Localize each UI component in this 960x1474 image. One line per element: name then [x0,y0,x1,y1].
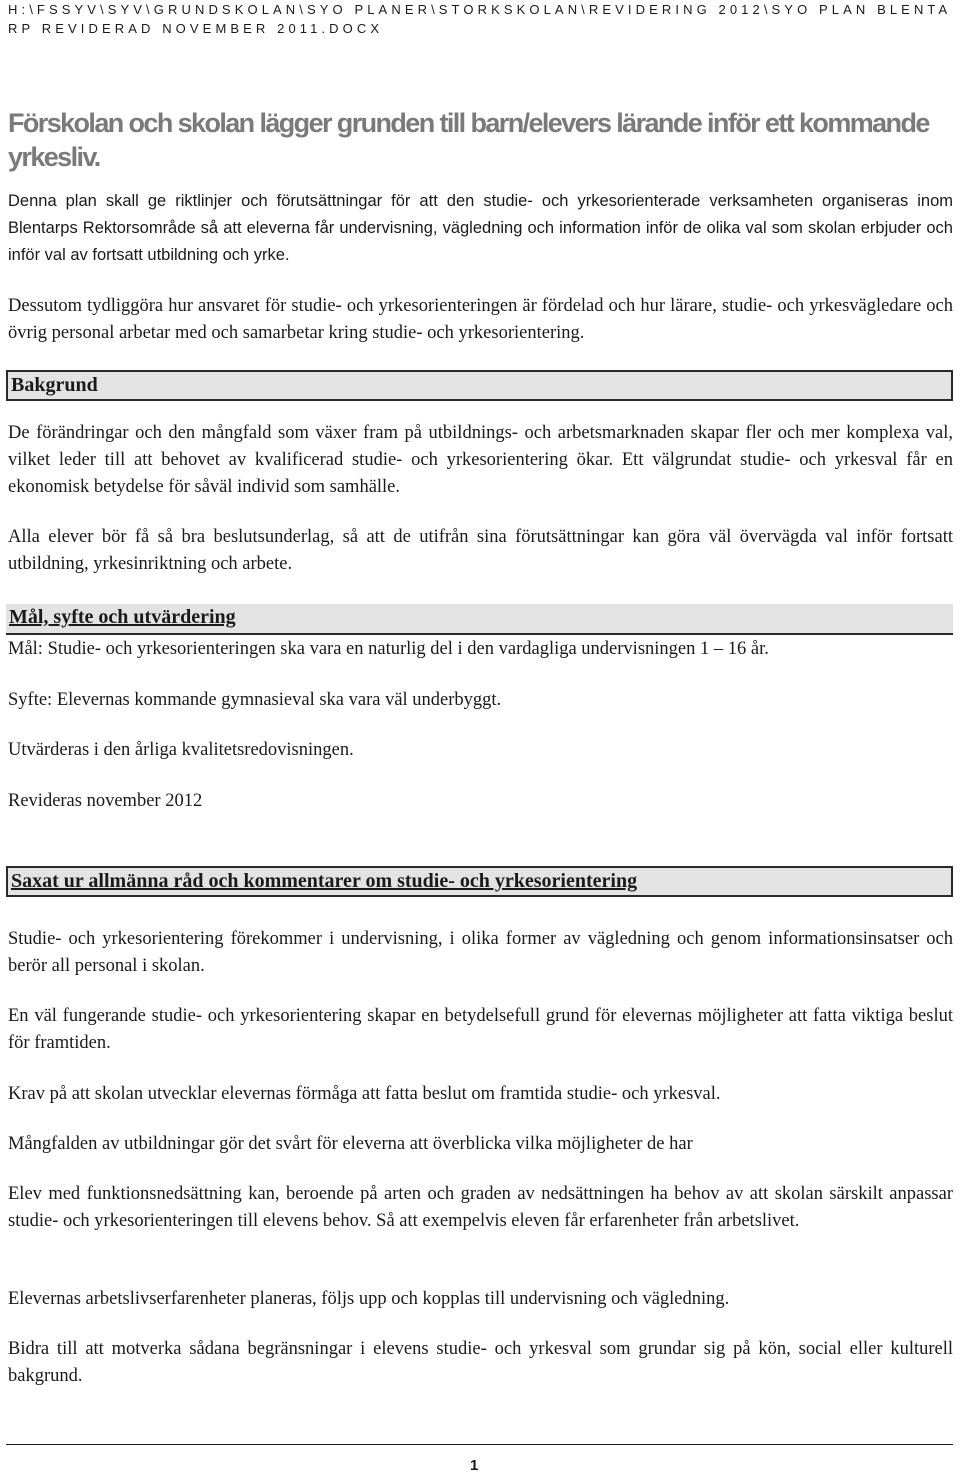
section-heading-bakgrund [6,370,953,401]
saxat-paragraph-5: Elev med funktionsnedsättning kan, beroende på arten och graden av nedsättningen ha behov av att skolan särskilt anpassar studie- och yrkesorienteringen till elevens behov. Så att exempelvis eleven får erfarenheter från arbetslivet. [8,1184,953,1231]
intro-paragraph-2: Dessutom tydliggöra hur ansvaret för studie- och yrkesorienteringen är fördelad och hur lärare, studie- och yrkesvägledare och övrig personal arbetar med och samarbetar kring studie- och yrkesorientering. [8,296,953,343]
document-title: Förskolan och skolan lägger grunden till barn/elevers lärande inför ett kommande yrkesliv. [8,108,929,172]
saxat-paragraph-7: Bidra till att motverka sådana begränsningar i elevens studie- och yrkesval som grundar sig på kön, social eller kulturell bakgrund. [8,1339,953,1386]
saxat-paragraph-4: Mångfalden av utbildningar gör det svårt för eleverna att överblicka vilka möjligheter de har [8,1134,693,1154]
syfte-paragraph: Syfte: Elevernas kommande gymnasieval ska vara väl underbyggt. [8,690,502,710]
saxat-paragraph-2: En väl fungerande studie- och yrkesorientering skapar en betydelsefull grund för elevernas möjligheter att fatta viktiga beslut för framtiden. [8,1006,953,1053]
section-heading-saxat [6,866,953,897]
page-number: 1 [470,1457,479,1474]
mal-paragraph: Mål: Studie- och yrkesorienteringen ska vara en naturlig del i den vardagliga undervisningen 1 – 16 år. [8,639,769,659]
revision-paragraph: Revideras november 2012 [8,791,203,811]
saxat-paragraph-1: Studie- och yrkesorientering förekommer i undervisning, i olika former av vägledning och genom informationsinsatser och berör all personal i skolan. [8,929,953,976]
utvardering-paragraph: Utvärderas i den årliga kvalitetsredovisningen. [8,740,354,760]
bakgrund-paragraph-1: De förändringar och den mångfald som växer fram på utbildnings- och arbetsmarknaden skapar fler och mer komplexa val, vilket leder till att behovet av kvalificerad studie- och yrkesorientering ökar. Ett välgrundat studie- och yrkesval får en ekonomisk betydelse för såväl individ som samhälle. [8,423,953,497]
section-heading-label: Bakgrund [11,374,98,396]
saxat-paragraph-6: Elevernas arbetslivserfarenheter planeras, följs upp och kopplas till undervisning och vägledning. [8,1289,730,1309]
footer-divider [6,1444,953,1445]
section-heading-label: Mål, syfte och utvärdering [9,606,236,628]
section-heading-label: Saxat ur allmänna råd och kommentarer om studie- och yrkesorientering [11,870,638,892]
bakgrund-paragraph-2: Alla elever bör få så bra beslutsunderlag, så att de utifrån sina förutsättningar kan göra väl övervägda val inför fortsatt utbildning, yrkesinriktning och arbete. [8,527,953,574]
intro-paragraph-1: Denna plan skall ge riktlinjer och förutsättningar för att den studie- och yrkesorienterade verksamheten organiseras inom Blentarps Rektorsområde så att eleverna får undervisning, vägledning och information inför de olika val som skolan erbjuder och inför val av fortsatt utbildning och yrke. [8,192,953,264]
file-path-header: H:\FSSYV\SYV\GRUNDSKOLAN\SYO PLANER\STORKSKOLAN\REVIDERING 2012\SYO PLAN BLENTARP REVIDERAD NOVEMBER 2011.DOCX [8,2,952,36]
section-heading-mal [6,604,953,635]
saxat-paragraph-3: Krav på att skolan utvecklar elevernas förmåga att fatta beslut om framtida studie- och yrkesval. [8,1084,721,1104]
